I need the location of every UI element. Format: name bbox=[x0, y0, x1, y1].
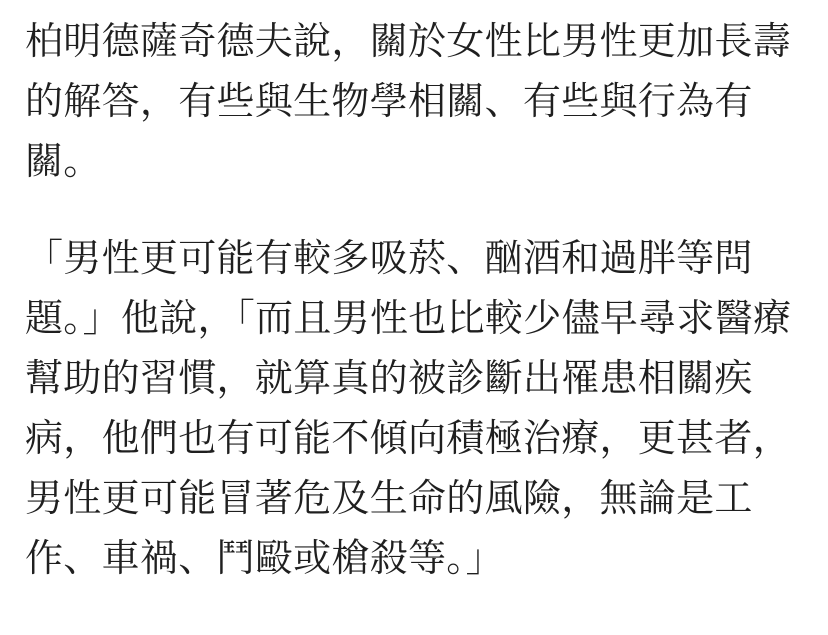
paragraph-biology-behavior: 柏明德薩奇德夫說，關於女性比男性更加長壽的解答，有些與生物學相關、有些與行為有關。 bbox=[25, 21, 792, 183]
article-body bbox=[25, 12, 797, 589]
paragraph-quote-male-risks: 「男性更可能有較多吸菸、酗酒和過胖等問題。」他說，「而且男性也比較少儘早尋求醫療幫助的習慣，就算真的被診斷出罹患相關疾病，他們也有可能不傾向積極治療，更甚者，男性更可能冒著危及生命的風險，無論是工作、車禍、鬥毆或槍殺等。」 bbox=[25, 238, 792, 580]
